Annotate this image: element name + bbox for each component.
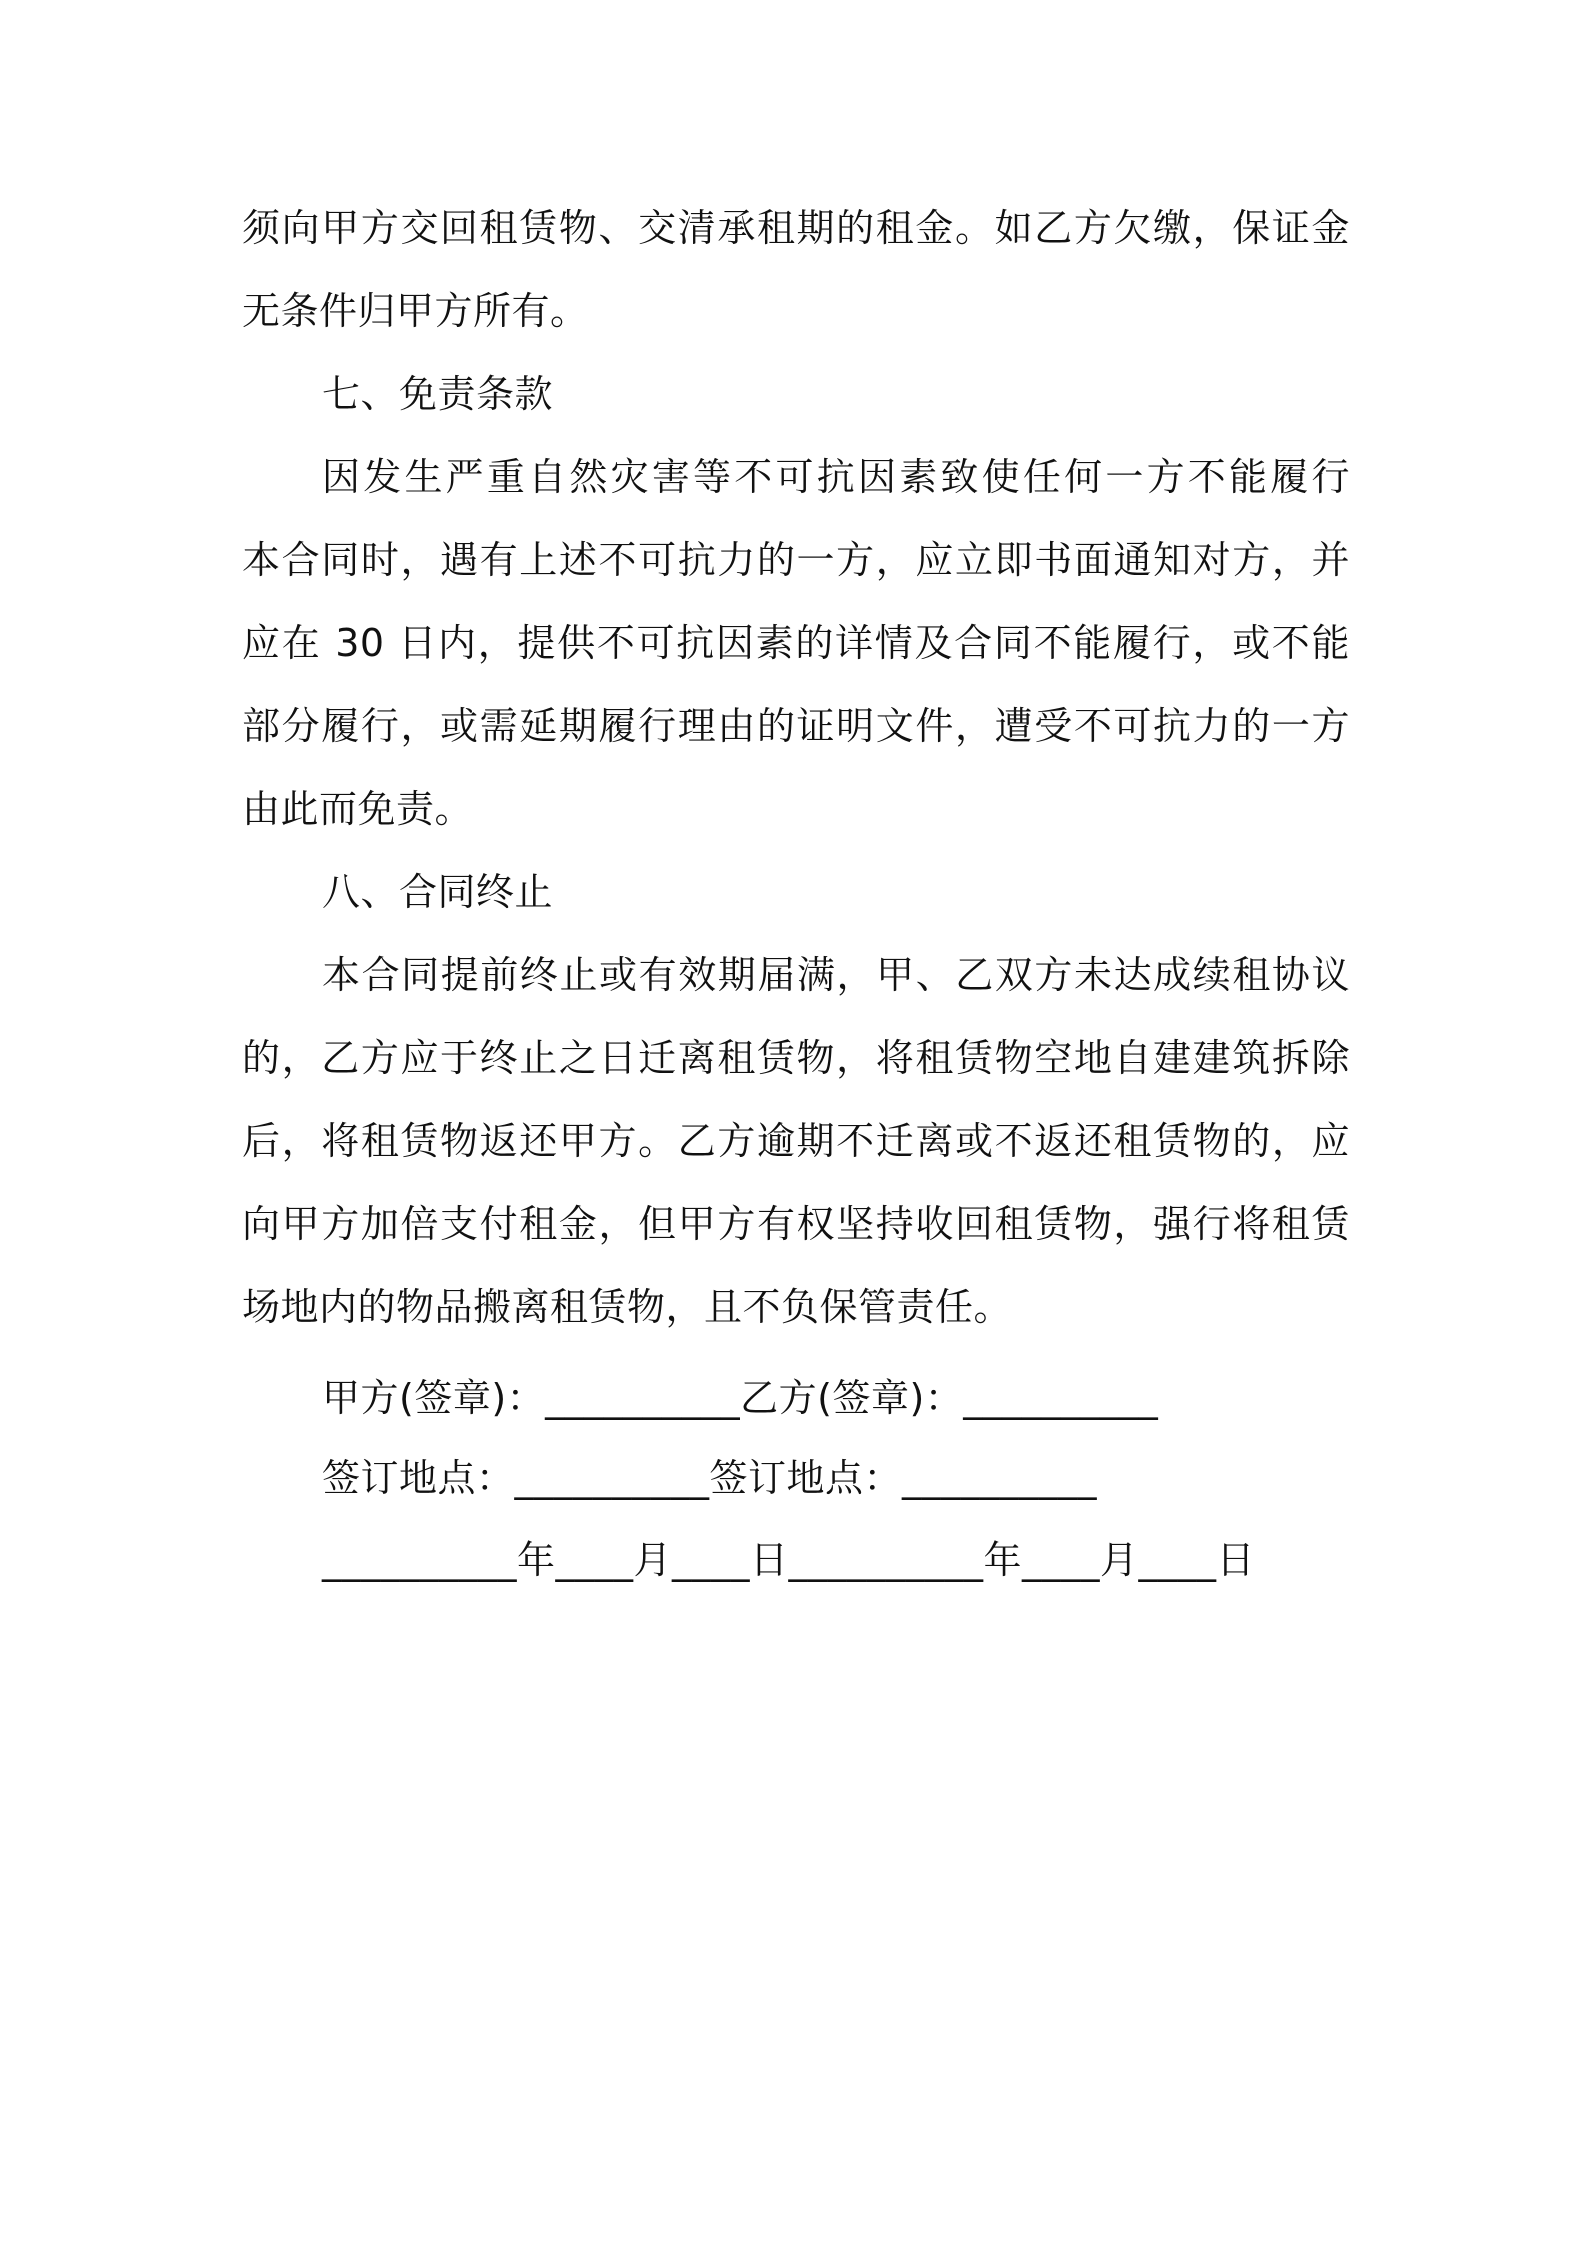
paragraph-line: 本合同时，遇有上述不可抗力的一方，应立即书面通知对方，并	[242, 538, 1350, 582]
signature-places-line: 签订地点：__________签订地点：__________	[322, 1456, 1098, 1500]
paragraph-line: 须向甲方交回租赁物、交清承租期的租金。如乙方欠缴，保证金	[242, 206, 1350, 250]
paragraph-line: 由此而免责。	[242, 787, 474, 831]
paragraph-line: 应在 30 日内，提供不可抗因素的详情及合同不能履行，或不能	[242, 621, 1350, 665]
paragraph-line: 部分履行，或需延期履行理由的证明文件，遭受不可抗力的一方	[242, 704, 1350, 748]
section-heading-7: 七、免责条款	[322, 372, 554, 416]
paragraph-line: 本合同提前终止或有效期届满，甲、乙双方未达成续租协议	[322, 953, 1350, 997]
paragraph-line: 向甲方加倍支付租金，但甲方有权坚持收回租赁物，强行将租赁	[242, 1202, 1350, 1246]
paragraph-line: 场地内的物品搬离租赁物，且不负保管责任。	[242, 1285, 1013, 1329]
signature-dates-line: __________年____月____日__________年____月____日	[322, 1538, 1256, 1582]
paragraph-line: 后，将租赁物返还甲方。乙方逾期不迁离或不返还租赁物的，应	[242, 1119, 1350, 1163]
paragraph-line: 因发生严重自然灾害等不可抗因素致使任何一方不能履行	[322, 455, 1350, 499]
section-heading-8: 八、合同终止	[322, 870, 554, 914]
signature-parties-line: 甲方(签章)：__________乙方(签章)：__________	[322, 1376, 1159, 1420]
paragraph-line: 无条件归甲方所有。	[242, 289, 589, 333]
paragraph-line: 的，乙方应于终止之日迁离租赁物，将租赁物空地自建建筑拆除	[242, 1036, 1350, 1080]
